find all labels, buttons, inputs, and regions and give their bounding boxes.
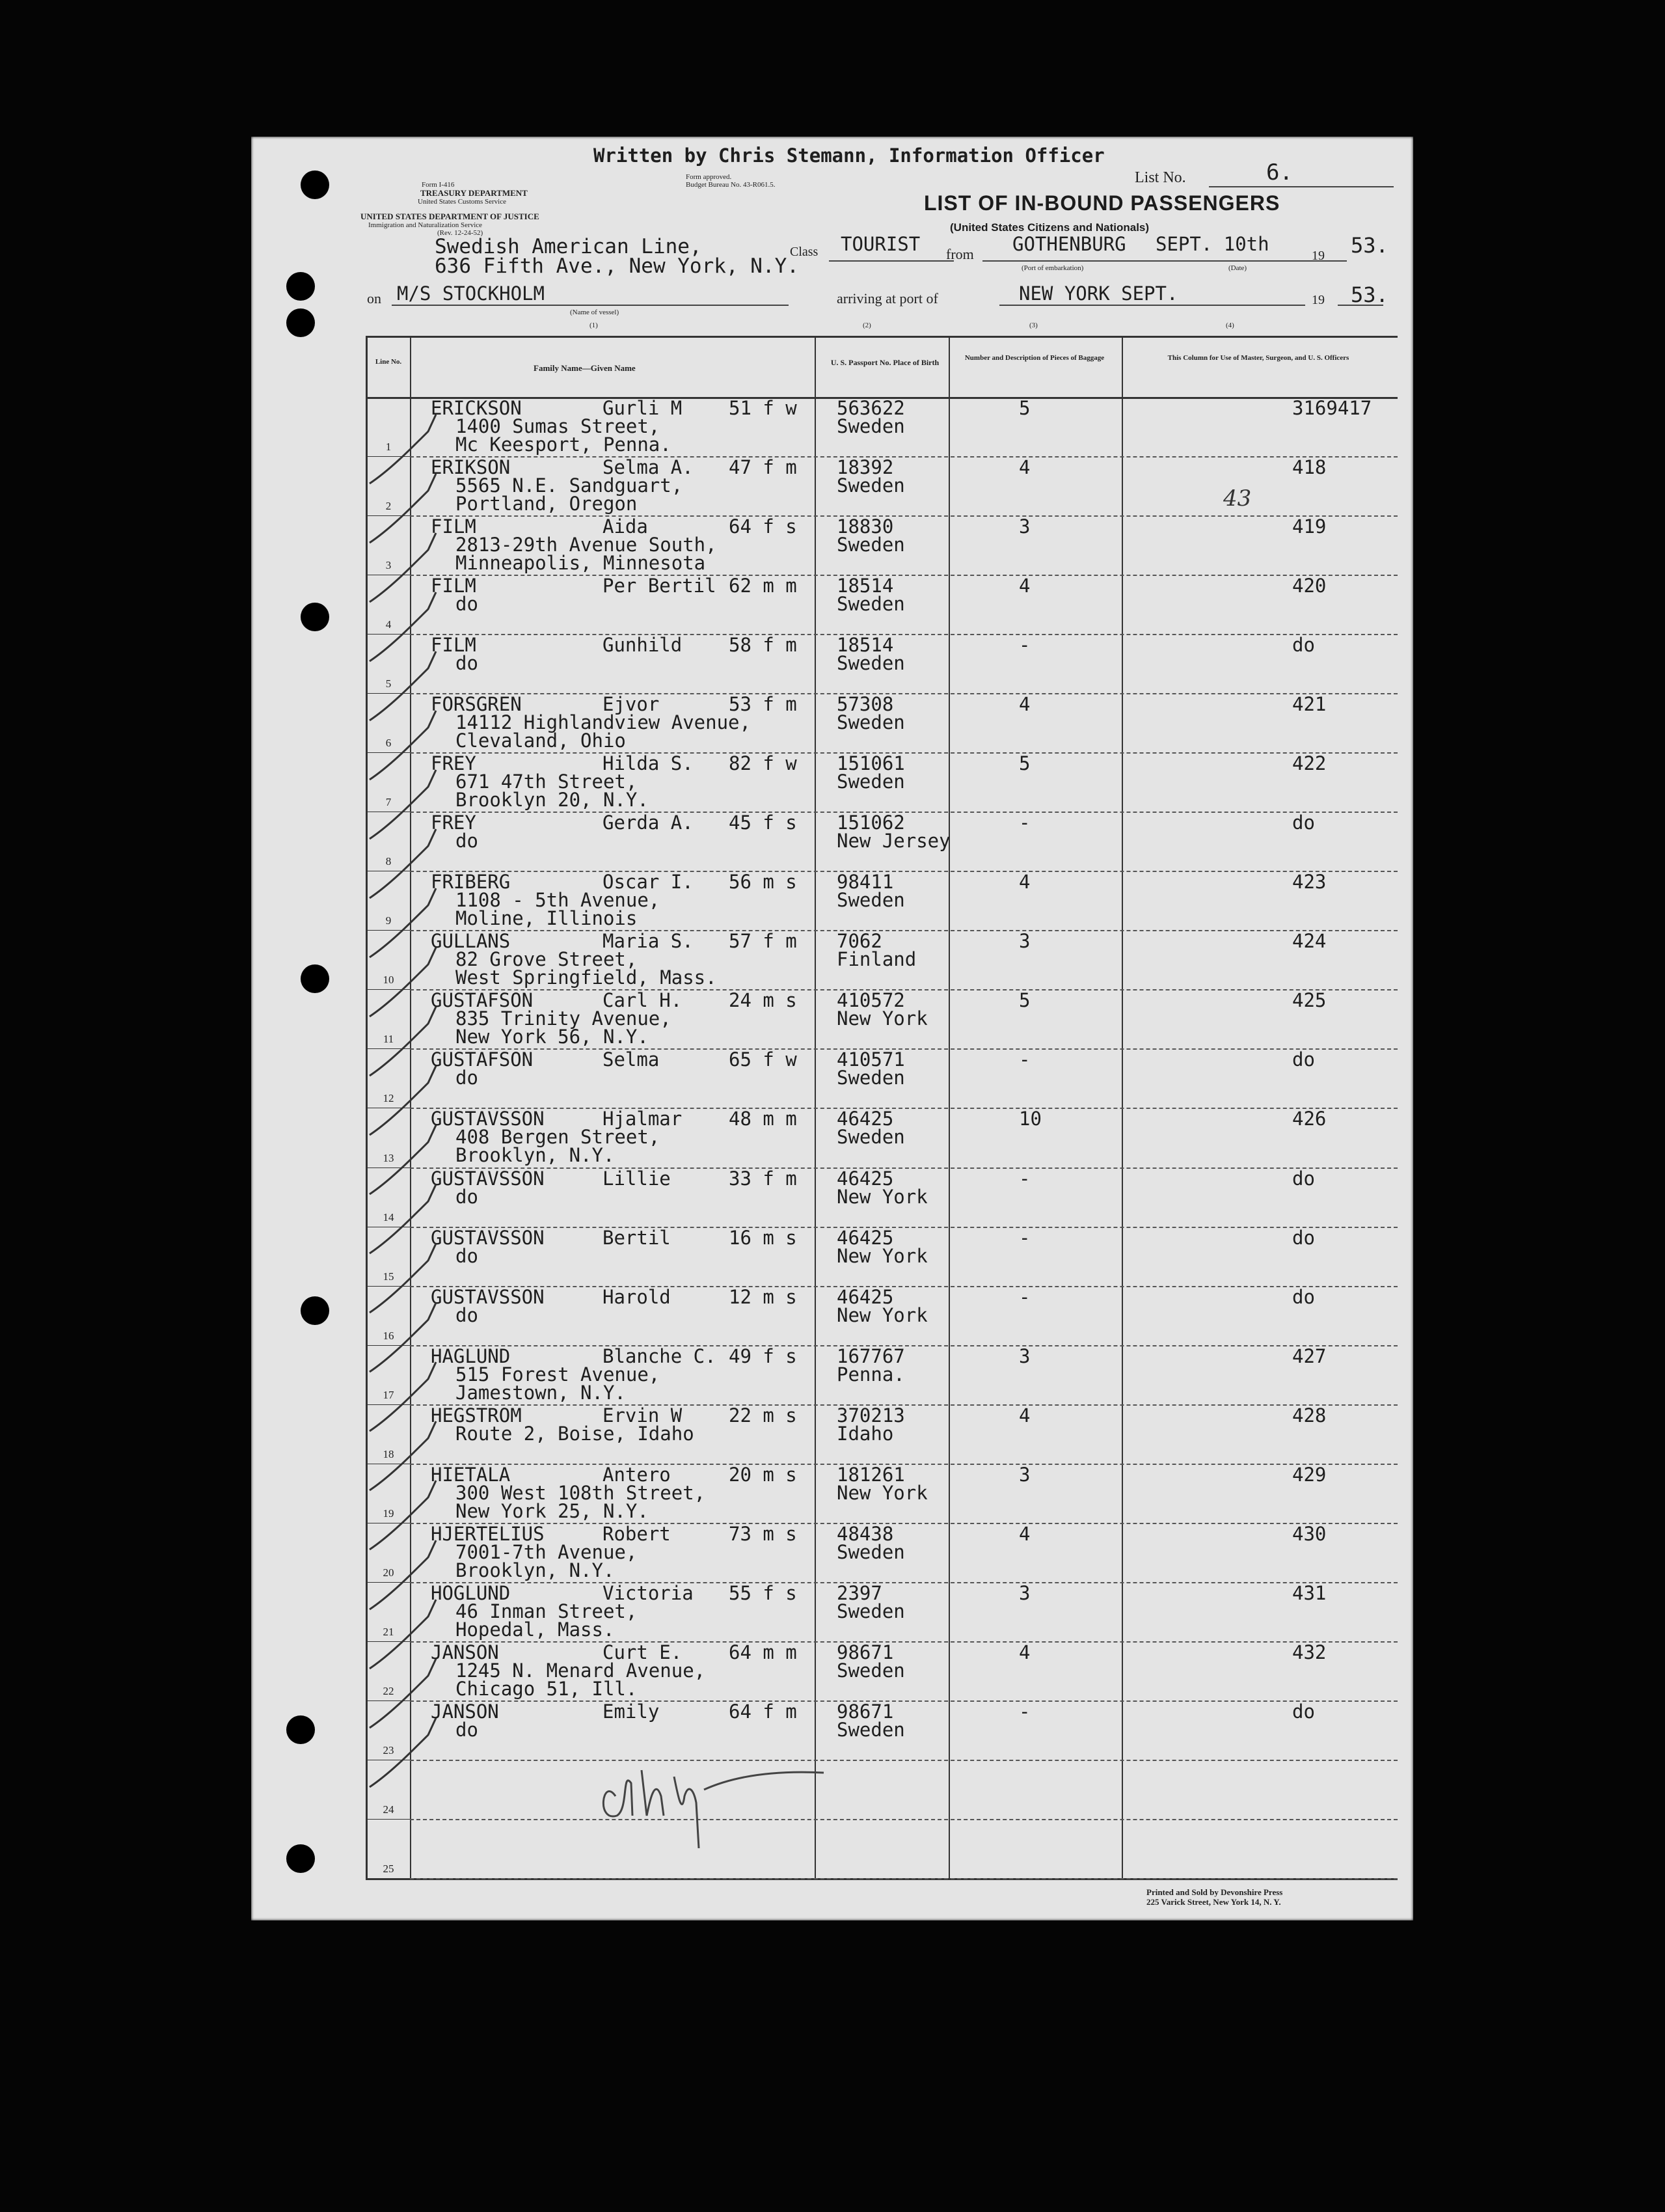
treasury-department: TREASURY DEPARTMENT bbox=[420, 188, 528, 198]
address-line-1: 7001-7th Avenue, bbox=[455, 1540, 638, 1563]
age-sex-status: 49 f s bbox=[729, 1345, 797, 1367]
officer-number: do bbox=[1292, 812, 1315, 834]
baggage-count: 3 bbox=[1019, 1345, 1031, 1367]
family-name: GUSTAVSSON bbox=[431, 1108, 545, 1130]
line-number: 12 bbox=[383, 1092, 394, 1105]
table-row bbox=[251, 1641, 1413, 1700]
given-name: Ejvor bbox=[602, 693, 660, 716]
address-line-1: 82 Grove Street, bbox=[455, 948, 638, 971]
place-of-birth: New York bbox=[837, 1185, 928, 1208]
address-line-2: Hopedal, Mass. bbox=[455, 1618, 615, 1641]
family-name: GULLANS bbox=[431, 930, 511, 953]
given-name: Lillie bbox=[602, 1167, 671, 1190]
family-name: FRIBERG bbox=[431, 871, 511, 894]
ins-service: Immigration and Naturalization Service bbox=[368, 221, 483, 229]
baggage-count: - bbox=[1019, 1285, 1031, 1308]
table-row bbox=[251, 989, 1413, 1048]
form-subtitle: (United States Citizens and Nationals) bbox=[950, 221, 1150, 234]
age-sex-status: 33 f m bbox=[729, 1167, 797, 1190]
place-of-birth: Sweden bbox=[837, 1067, 905, 1089]
officer-number: 426 bbox=[1292, 1108, 1327, 1130]
passport-number: 410572 bbox=[837, 989, 905, 1012]
list-no-label: List No. bbox=[1135, 169, 1186, 186]
age-sex-status: 57 f m bbox=[729, 930, 797, 953]
vessel-name: M/S STOCKHOLM bbox=[397, 282, 545, 305]
signature-scrawl bbox=[576, 1718, 850, 1848]
table-row bbox=[251, 1286, 1413, 1345]
officer-number: 430 bbox=[1292, 1522, 1327, 1545]
form-revision: (Rev. 12-24-52) bbox=[437, 229, 483, 237]
officer-number: 421 bbox=[1292, 693, 1327, 716]
line-number: 11 bbox=[383, 1033, 394, 1046]
table-row bbox=[251, 930, 1413, 989]
printer-line-2: 225 Varick Street, New York 14, N. Y. bbox=[1146, 1897, 1281, 1907]
line-number: 25 bbox=[383, 1862, 394, 1875]
officer-number: 418 bbox=[1292, 456, 1327, 479]
passport-number: 18514 bbox=[837, 575, 894, 597]
address-line-2: New York 25, N.Y. bbox=[455, 1499, 649, 1522]
place-of-birth: New York bbox=[837, 1481, 928, 1504]
punch-hole bbox=[301, 603, 329, 631]
manifest-page bbox=[251, 137, 1413, 1920]
table-row bbox=[251, 1404, 1413, 1464]
passport-number: 151061 bbox=[837, 752, 905, 775]
address-line-1: do bbox=[455, 830, 478, 853]
place-of-birth: Idaho bbox=[837, 1422, 894, 1445]
baggage-count: 4 bbox=[1019, 1404, 1031, 1427]
table-row bbox=[251, 515, 1413, 575]
family-name: GUSTAVSSON bbox=[431, 1226, 545, 1249]
address-line-2: Jamestown, N.Y. bbox=[455, 1381, 626, 1404]
place-of-birth: Sweden bbox=[837, 1659, 905, 1682]
place-of-birth: Sweden bbox=[837, 771, 905, 793]
line-number: 7 bbox=[385, 796, 392, 809]
age-sex-status: 12 m s bbox=[729, 1285, 797, 1308]
baggage-count: 3 bbox=[1019, 1581, 1031, 1604]
baggage-count: 5 bbox=[1019, 989, 1031, 1012]
officer-number: 419 bbox=[1292, 515, 1327, 538]
address-line-1: 46 Inman Street, bbox=[455, 1600, 638, 1622]
justice-department: UNITED STATES DEPARTMENT OF JUSTICE bbox=[360, 212, 539, 221]
family-name: GUSTAVSSON bbox=[431, 1167, 545, 1190]
baggage-count: 4 bbox=[1019, 1522, 1031, 1545]
age-sex-status: 53 f m bbox=[729, 693, 797, 716]
officer-number: 429 bbox=[1292, 1463, 1327, 1486]
family-name: JANSON bbox=[431, 1641, 499, 1663]
given-name: Curt E. bbox=[602, 1641, 683, 1663]
passport-number: 46425 bbox=[837, 1108, 894, 1130]
passport-number: 151062 bbox=[837, 812, 905, 834]
age-sex-status: 45 f s bbox=[729, 812, 797, 834]
given-name: Aida bbox=[602, 515, 648, 538]
officer-number: do bbox=[1292, 1285, 1315, 1308]
address-line-1: 5565 N.E. Sandguart, bbox=[455, 474, 683, 497]
handwritten-43: 43 bbox=[1223, 485, 1252, 512]
place-of-birth: Finland bbox=[837, 948, 917, 971]
address-line-2: Portland, Oregon bbox=[455, 493, 638, 515]
place-of-birth: Sweden bbox=[837, 1718, 905, 1741]
family-name: FILM bbox=[431, 515, 476, 538]
punch-hole bbox=[286, 1844, 315, 1873]
family-name: FILM bbox=[431, 575, 476, 597]
passport-number: 370213 bbox=[837, 1404, 905, 1427]
age-sex-status: 64 f m bbox=[729, 1700, 797, 1723]
table-row bbox=[251, 1227, 1413, 1286]
form-approved: Form approved. bbox=[686, 173, 732, 181]
address-line-2: Chicago 51, Ill. bbox=[455, 1677, 638, 1700]
passport-number: 18830 bbox=[837, 515, 894, 538]
address-line-1: 2813-29th Avenue South, bbox=[455, 534, 717, 556]
budget-bureau: Budget Bureau No. 43-R061.5. bbox=[686, 181, 776, 189]
officer-number: do bbox=[1292, 1167, 1315, 1190]
officer-number: 420 bbox=[1292, 575, 1327, 597]
baggage-count: - bbox=[1019, 1167, 1031, 1190]
age-sex-status: 51 f w bbox=[729, 397, 797, 419]
address-line-2: Mc Keesport, Penna. bbox=[455, 433, 671, 456]
address-line-1: do bbox=[455, 1185, 478, 1208]
punch-hole bbox=[286, 308, 315, 337]
column-number-1: (1) bbox=[589, 321, 598, 329]
given-name: Hilda S. bbox=[602, 752, 694, 775]
address-line-2: Brooklyn, N.Y. bbox=[455, 1559, 615, 1581]
place-of-birth: New York bbox=[837, 1007, 928, 1030]
baggage-count: - bbox=[1019, 1048, 1031, 1071]
date-caption: (Date) bbox=[1228, 264, 1247, 272]
officer-number: 423 bbox=[1292, 871, 1327, 894]
line-number: 21 bbox=[383, 1625, 394, 1638]
officer-number: do bbox=[1292, 1700, 1315, 1723]
header-officers: This Column for Use of Master, Surgeon, and U. S. Officers bbox=[1167, 354, 1349, 362]
family-name: HAGLUND bbox=[431, 1345, 511, 1367]
age-sex-status: 48 m m bbox=[729, 1108, 797, 1130]
table-row bbox=[251, 634, 1413, 693]
header-baggage: Number and Description of Pieces of Baggage bbox=[964, 354, 1105, 362]
line-number: 18 bbox=[383, 1447, 394, 1460]
date-embarkation: SEPT. 10th bbox=[1156, 233, 1269, 255]
given-name: Selma A. bbox=[602, 456, 694, 479]
punch-hole bbox=[301, 1296, 329, 1325]
year-value-1: 53. bbox=[1351, 233, 1388, 258]
line-number: 20 bbox=[383, 1566, 394, 1579]
arriving-label: arriving at port of bbox=[837, 290, 938, 307]
given-name: Hjalmar bbox=[602, 1108, 683, 1130]
family-name: HEGSTROM bbox=[431, 1404, 522, 1427]
table-row bbox=[251, 1167, 1413, 1227]
address-line-1: do bbox=[455, 1244, 478, 1267]
place-of-birth: New York bbox=[837, 1244, 928, 1267]
from-label: from bbox=[946, 246, 974, 262]
punch-hole bbox=[286, 272, 315, 301]
table-row bbox=[251, 693, 1413, 752]
family-name: JANSON bbox=[431, 1700, 499, 1723]
given-name: Victoria bbox=[602, 1581, 694, 1604]
year-value-2: 53. bbox=[1351, 282, 1388, 307]
age-sex-status: 62 m m bbox=[729, 575, 797, 597]
baggage-count: - bbox=[1019, 1700, 1031, 1723]
address-line-1: 1108 - 5th Avenue, bbox=[455, 889, 660, 912]
table-row bbox=[251, 1345, 1413, 1404]
address-line-1: 408 Bergen Street, bbox=[455, 1126, 660, 1149]
column-number-3: (3) bbox=[1029, 321, 1038, 329]
family-name: HJERTELIUS bbox=[431, 1522, 545, 1545]
age-sex-status: 22 m s bbox=[729, 1404, 797, 1427]
year-prefix-1: 19 bbox=[1312, 249, 1325, 263]
officer-number: 422 bbox=[1292, 752, 1327, 775]
family-name: GUSTAVSSON bbox=[431, 1285, 545, 1308]
passport-number: 18392 bbox=[837, 456, 894, 479]
given-name: Blanche C. bbox=[602, 1345, 716, 1367]
baggage-count: 3 bbox=[1019, 1463, 1031, 1486]
given-name: Maria S. bbox=[602, 930, 694, 953]
baggage-count: 5 bbox=[1019, 752, 1031, 775]
age-sex-status: 64 m m bbox=[729, 1641, 797, 1663]
age-sex-status: 16 m s bbox=[729, 1226, 797, 1249]
age-sex-status: 58 f m bbox=[729, 634, 797, 657]
place-of-birth: Sweden bbox=[837, 474, 905, 497]
table-row bbox=[251, 752, 1413, 812]
age-sex-status: 56 m s bbox=[729, 871, 797, 894]
place-of-birth: Sweden bbox=[837, 593, 905, 616]
on-label: on bbox=[367, 290, 381, 307]
baggage-count: - bbox=[1019, 812, 1031, 834]
given-name: Gerda A. bbox=[602, 812, 694, 834]
age-sex-status: 47 f m bbox=[729, 456, 797, 479]
customs-service: United States Customs Service bbox=[418, 198, 506, 206]
officer-number: 427 bbox=[1292, 1345, 1327, 1367]
age-sex-status: 24 m s bbox=[729, 989, 797, 1012]
family-name: GUSTAFSON bbox=[431, 989, 534, 1012]
vessel-caption: (Name of vessel) bbox=[570, 308, 619, 316]
line-number: 15 bbox=[383, 1270, 394, 1283]
place-of-birth: Penna. bbox=[837, 1363, 905, 1386]
age-sex-status: 20 m s bbox=[729, 1463, 797, 1486]
line-number: 14 bbox=[383, 1210, 394, 1223]
baggage-count: 4 bbox=[1019, 693, 1031, 716]
line-number: 9 bbox=[385, 914, 392, 927]
line-number: 8 bbox=[385, 855, 392, 868]
officer-number: 424 bbox=[1292, 930, 1327, 953]
table-row bbox=[251, 1048, 1413, 1108]
passport-number: 46425 bbox=[837, 1285, 894, 1308]
address-line-1: 1245 N. Menard Avenue, bbox=[455, 1659, 706, 1682]
age-sex-status: 55 f s bbox=[729, 1581, 797, 1604]
punch-hole bbox=[301, 964, 329, 993]
port-caption: (Port of embarkation) bbox=[1022, 264, 1084, 272]
address-line-1: do bbox=[455, 593, 478, 616]
passport-number: 18514 bbox=[837, 634, 894, 657]
table-row bbox=[251, 812, 1413, 871]
given-name: Carl H. bbox=[602, 989, 683, 1012]
given-name: Bertil bbox=[602, 1226, 671, 1249]
baggage-count: 3 bbox=[1019, 515, 1031, 538]
officer-number: 3169417 bbox=[1292, 397, 1372, 419]
address-line-2: Minneapolis, Minnesota bbox=[455, 552, 706, 575]
table-row bbox=[251, 1464, 1413, 1523]
given-name: Oscar I. bbox=[602, 871, 694, 894]
passport-number: 98671 bbox=[837, 1641, 894, 1663]
column-number-2: (2) bbox=[863, 321, 871, 329]
baggage-count: 4 bbox=[1019, 1641, 1031, 1663]
place-of-birth: New Jersey bbox=[837, 830, 951, 853]
family-name: FREY bbox=[431, 752, 476, 775]
punch-hole bbox=[286, 1715, 315, 1744]
baggage-count: 3 bbox=[1019, 930, 1031, 953]
header-name: Family Name—Given Name bbox=[534, 363, 636, 373]
passport-number: 98671 bbox=[837, 1700, 894, 1723]
family-name: GUSTAFSON bbox=[431, 1048, 534, 1071]
officer-number: 425 bbox=[1292, 989, 1327, 1012]
baggage-count: 4 bbox=[1019, 456, 1031, 479]
baggage-count: 4 bbox=[1019, 575, 1031, 597]
given-name: Robert bbox=[602, 1522, 671, 1545]
baggage-count: - bbox=[1019, 634, 1031, 657]
shipping-address: 636 Fifth Ave., New York, N.Y. bbox=[435, 254, 799, 278]
passport-number: 46425 bbox=[837, 1226, 894, 1249]
table-row bbox=[251, 1523, 1413, 1582]
address-line-1: 671 47th Street, bbox=[455, 771, 638, 793]
place-of-birth: Sweden bbox=[837, 711, 905, 734]
officer-number: 428 bbox=[1292, 1404, 1327, 1427]
typed-author-line: Written by Chris Stemann, Information Officer bbox=[593, 144, 1105, 167]
family-name: ERICKSON bbox=[431, 397, 522, 419]
header-line-no: Line No. bbox=[375, 358, 402, 366]
line-number: 17 bbox=[383, 1388, 394, 1401]
list-no-value: 6. bbox=[1266, 159, 1293, 185]
table-row bbox=[251, 575, 1413, 634]
table-row bbox=[251, 871, 1413, 930]
place-of-birth: Sweden bbox=[837, 534, 905, 556]
given-name: Selma bbox=[602, 1048, 660, 1071]
passport-number: 57308 bbox=[837, 693, 894, 716]
age-sex-status: 82 f w bbox=[729, 752, 797, 775]
address-line-1: do bbox=[455, 1304, 478, 1326]
year-prefix-2: 19 bbox=[1312, 293, 1325, 307]
given-name: Gurli M bbox=[602, 397, 683, 419]
passport-number: 181261 bbox=[837, 1463, 905, 1486]
line-number: 19 bbox=[383, 1507, 394, 1520]
family-name: FILM bbox=[431, 634, 476, 657]
line-number: 5 bbox=[385, 677, 392, 690]
line-number: 13 bbox=[383, 1151, 394, 1164]
class-label: Class bbox=[790, 245, 819, 259]
given-name: Gunhild bbox=[602, 634, 683, 657]
class-value: TOURIST bbox=[841, 233, 921, 255]
shipping-line: Swedish American Line, bbox=[435, 235, 702, 258]
arrival-port-date: NEW YORK SEPT. bbox=[1019, 282, 1178, 305]
line-number: 23 bbox=[383, 1743, 394, 1756]
table-row bbox=[251, 397, 1413, 456]
address-line-1: 1400 Sumas Street, bbox=[455, 415, 660, 437]
given-name: Harold bbox=[602, 1285, 671, 1308]
given-name: Ervin W bbox=[602, 1404, 683, 1427]
address-line-2: Brooklyn 20, N.Y. bbox=[455, 789, 649, 812]
passport-number: 46425 bbox=[837, 1167, 894, 1190]
header-passport: U. S. Passport No. Place of Birth bbox=[830, 358, 940, 367]
form-title: LIST OF IN-BOUND PASSENGERS bbox=[924, 191, 1280, 215]
given-name: Antero bbox=[602, 1463, 671, 1486]
baggage-count: - bbox=[1019, 1226, 1031, 1249]
officer-number: do bbox=[1292, 1226, 1315, 1249]
officer-number: do bbox=[1292, 634, 1315, 657]
address-line-1: do bbox=[455, 1718, 478, 1741]
given-name: Per Bertil bbox=[602, 575, 716, 597]
line-number: 3 bbox=[385, 559, 392, 572]
baggage-count: 5 bbox=[1019, 397, 1031, 419]
passport-number: 48438 bbox=[837, 1522, 894, 1545]
line-number: 2 bbox=[385, 500, 392, 513]
address-line-1: Route 2, Boise, Idaho bbox=[455, 1422, 694, 1445]
address-line-2: West Springfield, Mass. bbox=[455, 966, 717, 989]
address-line-2: New York 56, N.Y. bbox=[455, 1026, 649, 1048]
place-of-birth: New York bbox=[837, 1304, 928, 1326]
port-embarkation: GOTHENBURG bbox=[1012, 233, 1126, 255]
address-line-1: do bbox=[455, 1067, 478, 1089]
family-name: HIETALA bbox=[431, 1463, 511, 1486]
officer-number: do bbox=[1292, 1048, 1315, 1071]
passport-number: 7062 bbox=[837, 930, 882, 953]
address-line-2: Moline, Illinois bbox=[455, 907, 638, 930]
column-number-4: (4) bbox=[1226, 321, 1234, 329]
family-name: HOGLUND bbox=[431, 1581, 511, 1604]
baggage-count: 4 bbox=[1019, 871, 1031, 894]
place-of-birth: Sweden bbox=[837, 1600, 905, 1622]
age-sex-status: 65 f w bbox=[729, 1048, 797, 1071]
address-line-1: 515 Forest Avenue, bbox=[455, 1363, 660, 1386]
address-line-1: 835 Trinity Avenue, bbox=[455, 1007, 671, 1030]
age-sex-status: 73 m s bbox=[729, 1522, 797, 1545]
officer-number: 432 bbox=[1292, 1641, 1327, 1663]
line-number: 10 bbox=[383, 974, 394, 987]
address-line-2: Brooklyn, N.Y. bbox=[455, 1144, 615, 1167]
line-number: 24 bbox=[383, 1803, 394, 1816]
address-line-1: do bbox=[455, 652, 478, 675]
family-name: FORSGREN bbox=[431, 693, 522, 716]
table-row bbox=[251, 1108, 1413, 1167]
form-number: Form I-416 bbox=[422, 181, 455, 189]
family-name: ERIKSON bbox=[431, 456, 511, 479]
passport-number: 167767 bbox=[837, 1345, 905, 1367]
passport-number: 2397 bbox=[837, 1581, 882, 1604]
place-of-birth: Sweden bbox=[837, 889, 905, 912]
printer-line-1: Printed and Sold by Devonshire Press bbox=[1146, 1887, 1283, 1897]
given-name: Emily bbox=[602, 1700, 660, 1723]
place-of-birth: Sweden bbox=[837, 652, 905, 675]
line-number: 1 bbox=[385, 441, 392, 454]
passport-number: 563622 bbox=[837, 397, 905, 419]
age-sex-status: 64 f s bbox=[729, 515, 797, 538]
passport-number: 410571 bbox=[837, 1048, 905, 1071]
officer-number: 431 bbox=[1292, 1581, 1327, 1604]
address-line-2: Clevaland, Ohio bbox=[455, 730, 626, 752]
address-line-1: 14112 Highlandview Avenue, bbox=[455, 711, 751, 734]
line-number: 16 bbox=[383, 1329, 394, 1342]
line-number: 6 bbox=[385, 737, 392, 750]
place-of-birth: Sweden bbox=[837, 415, 905, 437]
family-name: FREY bbox=[431, 812, 476, 834]
place-of-birth: Sweden bbox=[837, 1126, 905, 1149]
punch-hole bbox=[301, 171, 329, 199]
line-number: 22 bbox=[383, 1684, 394, 1697]
line-number: 4 bbox=[385, 618, 392, 631]
passport-number: 98411 bbox=[837, 871, 894, 894]
address-line-1: 300 West 108th Street, bbox=[455, 1481, 706, 1504]
place-of-birth: Sweden bbox=[837, 1540, 905, 1563]
baggage-count: 10 bbox=[1019, 1108, 1042, 1130]
table-row bbox=[251, 1582, 1413, 1641]
